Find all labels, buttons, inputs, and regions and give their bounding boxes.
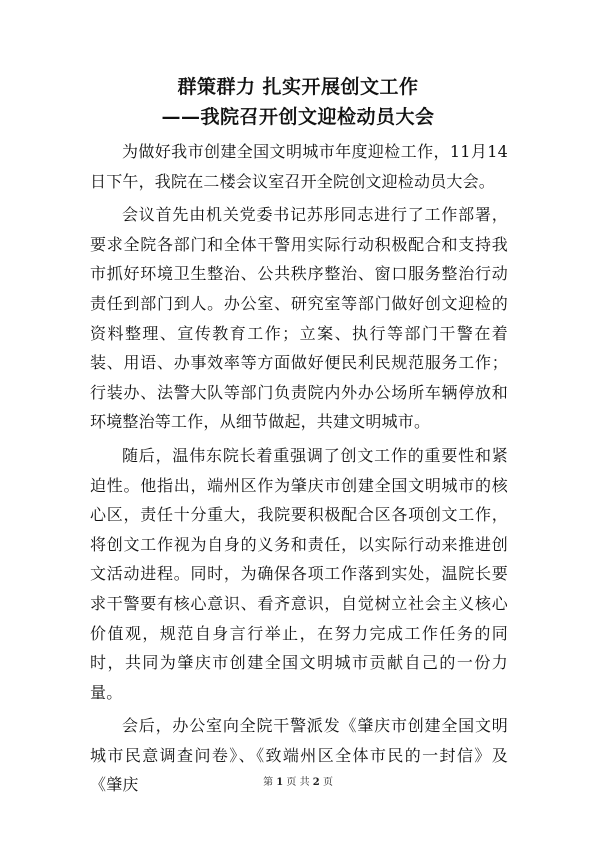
page-footer [0, 776, 596, 790]
title-block [0, 74, 596, 131]
document-subtitle: ——我院召开创文迎检动员大会 [161, 106, 435, 128]
total-pages-number: 2 [312, 777, 320, 788]
paragraph-2: 会议首先由机关党委书记苏彤同志进行了工作部署，要求全院各部门和全体干警用实际行动积极配合和支持我市抓好环境卫生整治、公共秩序整治、窗口服务整治行动责任到部门到人。办公室、研究室等部门做好创文迎检的资料整理、宣传教育工作；立案、执行等部门干警在着装、用语、办事效率等方面做好便民利民规范服务工作；行装办、法警大队等部门负责院内外办公场所车辆停放和环境整治等工作，从细节做起，共建文明城市。 [90, 205, 508, 432]
paragraph-4: 会后，办公室向全院干警派发《肇庆市创建全国文明城市民意调查问卷》、《致端州区全体市民的一封信》及《肇庆 [90, 716, 508, 795]
document-body [90, 137, 508, 804]
current-page-number: 1 [276, 777, 284, 788]
paragraph-1: 为做好我市创建全国文明城市年度迎检工作，11月14日下午，我院在二楼会议室召开全院创文迎检动员大会。 [90, 142, 508, 191]
document-title: 群策群力 扎实开展创文工作 [177, 76, 419, 98]
footer-middle: 页 共 [286, 777, 310, 788]
footer-prefix: 第 [263, 777, 274, 788]
paragraph-3: 随后，温伟东院长着重强调了创文工作的重要性和紧迫性。他指出，端州区作为肇庆市创建全国文明城市的核心区，责任十分重大，我院要积极配合区各项创文工作，将创文工作视为自身的义务和责任，以实际行动来推进创文活动进程。同时，为确保各项工作落到实处，温院长要求干警要有核心意识、看齐意识，自觉树立社会主义核心价值观，规范自身言行举止，在努力完成工作任务的同时，共同为肇庆市创建全国文明城市贡献自己的一份力量。 [90, 445, 508, 702]
footer-suffix: 页 [322, 777, 333, 788]
